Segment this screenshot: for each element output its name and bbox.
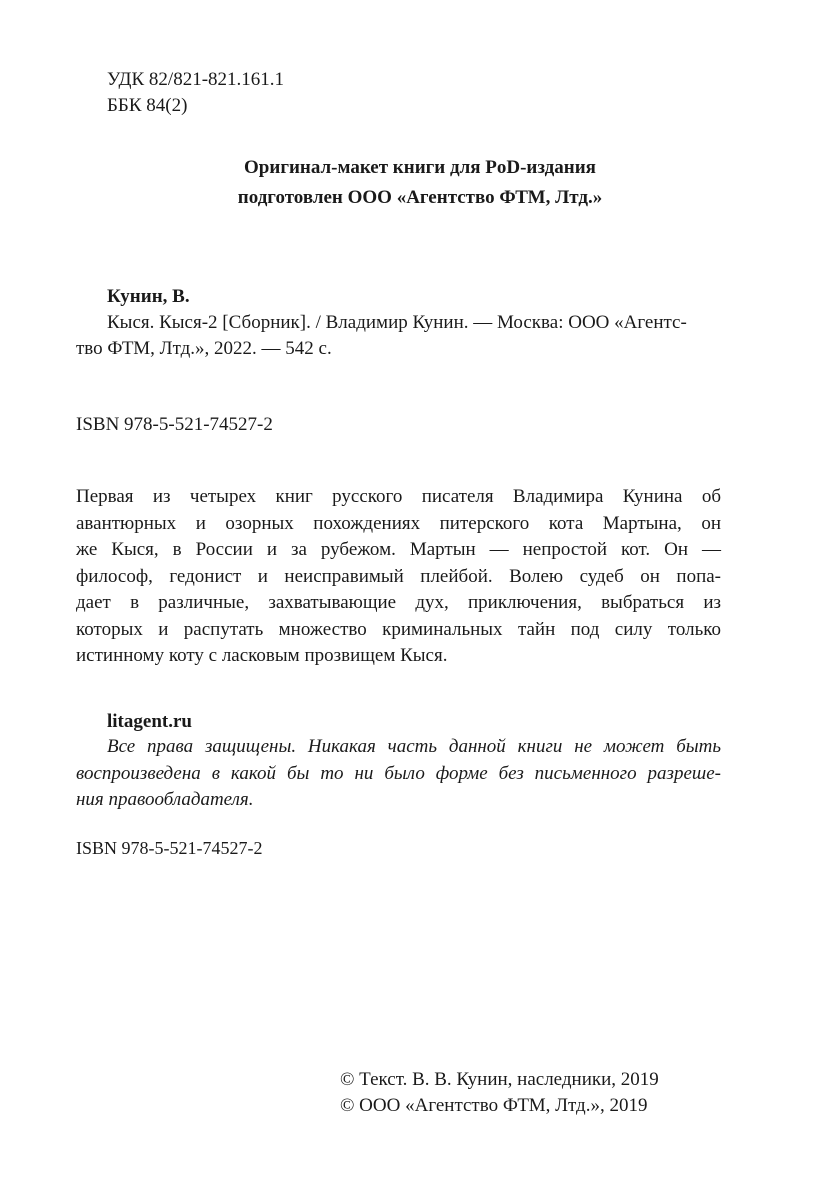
bibliographic-record bbox=[76, 284, 721, 362]
annotation-line: Первая из четырех книг русского писателя Владимира Кунина об bbox=[76, 486, 721, 507]
site-link[interactable]: litagent.ru bbox=[107, 711, 192, 732]
udk-code: УДК 82/821-821.161.1 bbox=[107, 69, 285, 90]
annotation bbox=[76, 484, 721, 670]
copyright-agency: © ООО «Агентство ФТМ, Лтд.», 2019 bbox=[340, 1095, 648, 1116]
rights-line: воспроизведена в какой бы то ни было форме без письменного разреше- bbox=[76, 762, 721, 784]
classification-codes bbox=[107, 67, 284, 119]
bibliographic-line-1: Кыся. Кыся-2 [Сборник]. / Владимир Кунин. — Москва: ООО «Агентс- bbox=[107, 312, 687, 333]
annotation-line: истинному коту с ласковым прозвищем Кыся. bbox=[76, 645, 448, 666]
annotation-line: которых и распутать множество криминальных тайн под силу только bbox=[76, 618, 721, 640]
original-layout-note bbox=[0, 153, 840, 213]
isbn-top bbox=[76, 412, 273, 438]
rights-line: Все права защищены. Никакая часть данной книги не может быть bbox=[107, 736, 721, 757]
copyright-text: © Текст. В. В. Кунин, наследники, 2019 bbox=[340, 1069, 659, 1090]
annotation-line: же Кыся, в России и за рубежом. Мартын — непростой кот. Он — bbox=[76, 539, 721, 560]
original-layout-line-2: подготовлен ООО «Агентство ФТМ, Лтд.» bbox=[237, 187, 603, 208]
isbn-top-text: ISBN 978-5-521-74527-2 bbox=[76, 414, 273, 435]
rights-line: ния правообладателя. bbox=[76, 789, 254, 810]
annotation-line: дает в различные, захватывающие дух, приключения, выбраться из bbox=[76, 592, 721, 613]
publisher-site bbox=[107, 709, 722, 735]
author-name: Кунин, В. bbox=[107, 286, 190, 307]
copyright-notice bbox=[340, 1067, 659, 1119]
bibliographic-line-2: тво ФТМ, Лтд.», 2022. — 542 с. bbox=[76, 338, 332, 359]
isbn-bottom bbox=[76, 835, 263, 861]
annotation-line: авантюрных и озорных похождениях питерского кота Мартына, он bbox=[76, 512, 721, 534]
bbk-code: ББК 84(2) bbox=[107, 95, 188, 116]
rights-notice bbox=[76, 734, 721, 814]
original-layout-line-1: Оригинал-макет книги для PoD-издания bbox=[244, 157, 596, 178]
annotation-line: философ, гедонист и неисправимый плейбой. Волею судеб он попа- bbox=[76, 565, 721, 587]
isbn-bottom-text: ISBN 978-5-521-74527-2 bbox=[76, 838, 263, 858]
